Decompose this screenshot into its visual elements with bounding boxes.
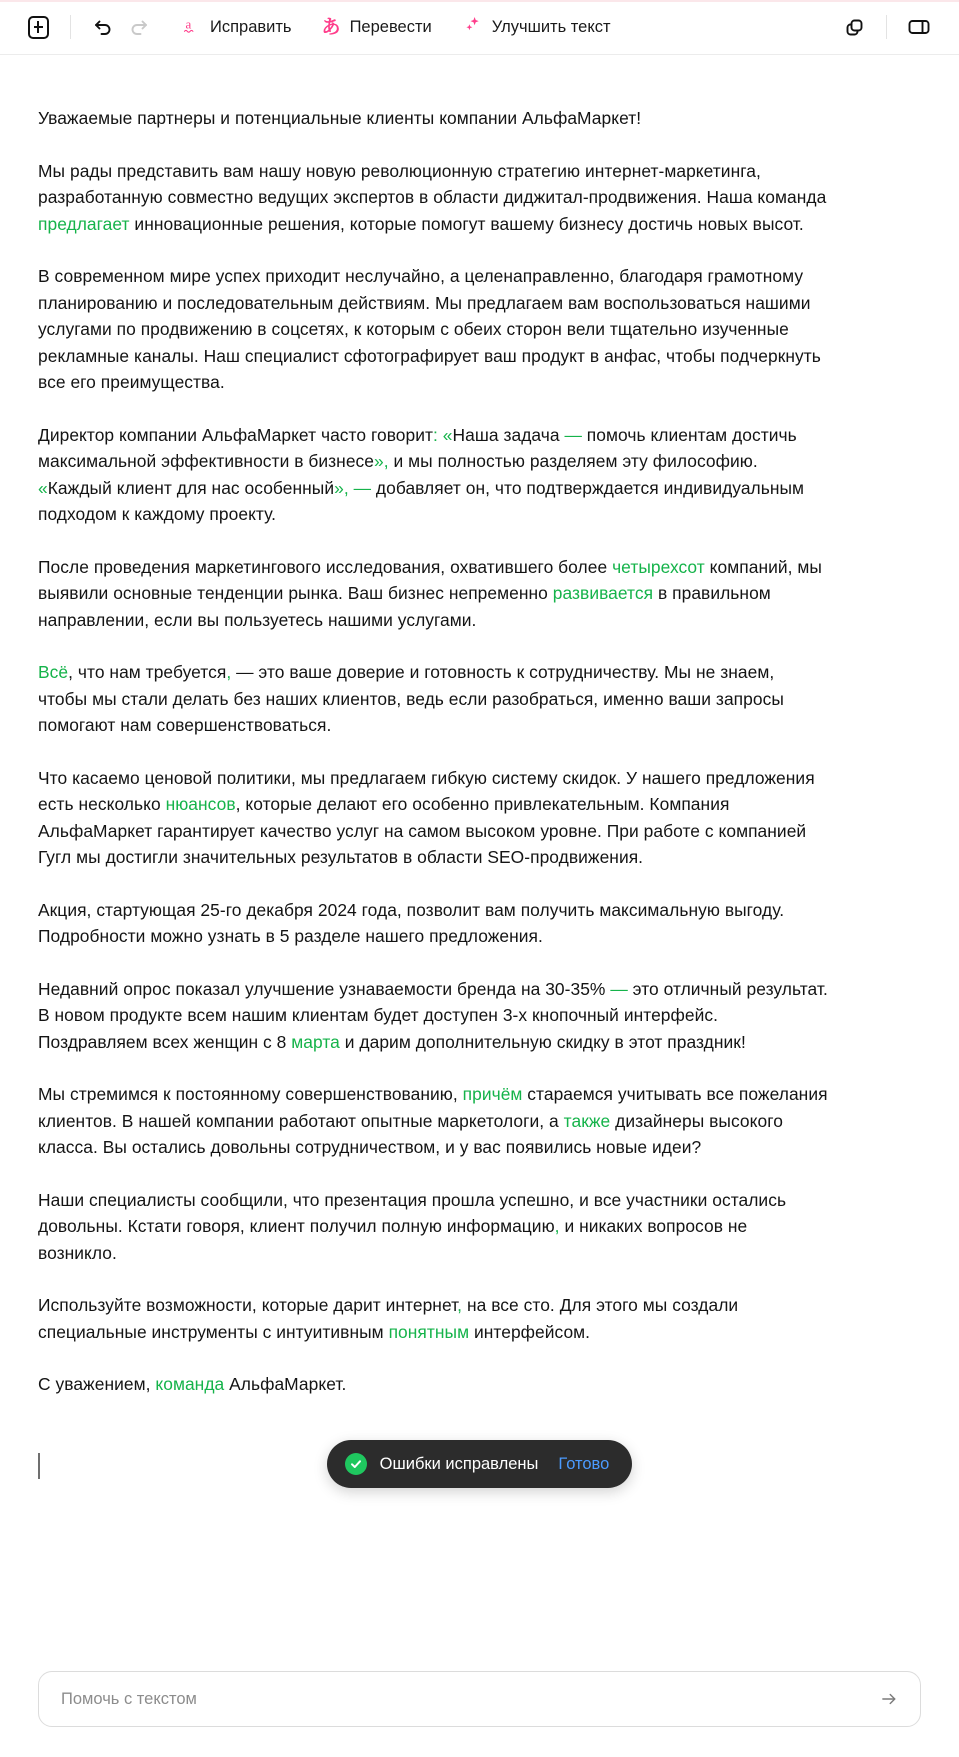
suggestion-run[interactable]: четырехсот: [612, 556, 705, 577]
send-button[interactable]: [874, 1684, 904, 1714]
document-paragraph[interactable]: [38, 1081, 828, 1161]
suggestion-run[interactable]: также: [563, 1110, 611, 1131]
text-run: Мы стремимся к постоянному совершенствованию,: [38, 1084, 463, 1104]
correct-text-label: Исправить: [210, 17, 292, 36]
text-run: Акция, стартующая 25-го декабря 2024 года, позволит вам получить максимальную выгоду. Подробности можно узнать в 5 разделе нашего предложения.: [38, 899, 785, 946]
editor-toolbar: [0, 0, 959, 55]
suggestion-run[interactable]: —: [610, 978, 628, 999]
plus-box-icon: [28, 16, 49, 39]
text-run: это отличный результат. В новом продукте всем нашим клиентам будет доступен 3-х кнопочный интерфейс. Поздравляем всех женщин с 8: [38, 978, 828, 1052]
toggle-side-panel-button[interactable]: [901, 9, 937, 45]
text-run: компаний, мы выявили основные тенденции рынка. Ваш бизнес непременно: [38, 556, 822, 603]
text-run: помочь клиентам достичь максимальной эффективности в бизнесе: [38, 424, 797, 471]
document-paragraph[interactable]: [38, 105, 828, 132]
text-run: С уважением,: [38, 1374, 156, 1394]
document-paragraph[interactable]: [38, 422, 828, 528]
copy-icon: [842, 15, 867, 40]
suggestion-run[interactable]: марта: [291, 1031, 340, 1052]
text-run: добавляет он, что подтверждается индивидуальным подходом к каждому проекту.: [38, 477, 805, 524]
text-run: В современном мире успех приходит неслучайно, а целенаправленно, благодаря грамотному планированию и последовательным действиям. Мы предлагаем вам воспользоваться нашими услугами по продвижению в соцсетях, к которым с обеих сторон вели тщательно изученные рекламные каналы. Наш специалист сфотографирует ваш продукт в анфас, чтобы подчеркнуть все его преимущества.: [38, 266, 821, 392]
suggestion-run[interactable]: команда: [155, 1374, 225, 1394]
text-run: и никаких вопросов не возникло.: [38, 1216, 748, 1263]
top-hairline: [0, 0, 959, 2]
composer-area: [0, 1655, 959, 1757]
document-paragraph[interactable]: [38, 765, 828, 871]
document-paragraph[interactable]: [38, 158, 828, 238]
help-with-text-input[interactable]: [59, 1689, 874, 1710]
suggestion-run[interactable]: »,: [374, 451, 394, 471]
spellcheck-a-icon: [181, 15, 201, 38]
redo-icon: [127, 15, 151, 39]
suggestion-run[interactable]: предлагает: [38, 213, 130, 234]
text-run: После проведения маркетингового исследования, охватившего более: [38, 556, 613, 577]
copy-button[interactable]: [836, 9, 872, 45]
undo-button[interactable]: [85, 9, 121, 45]
text-run: и дарим дополнительную скидку в этот праздник!: [339, 1031, 746, 1052]
text-run: — это ваше доверие и готовность к сотрудничеству. Мы не знаем, чтобы мы стали делать без наших клиентов, ведь если разобраться, именно ваши запросы помогают нам совершенствоваться.: [38, 662, 784, 735]
suggestion-run[interactable]: : «: [433, 424, 453, 445]
suggestion-run[interactable]: —: [564, 424, 582, 445]
text-run: Каждый клиент для нас особенный: [47, 477, 335, 498]
improve-text-button[interactable]: [456, 9, 617, 45]
text-run: стараемся учитывать все пожелания клиентов. В нашей компании работают опытные маркетологи, а: [38, 1084, 828, 1131]
text-run: дизайнеры высокого класса. Вы остались довольны сотрудничеством, и у вас появились новые идеи?: [38, 1110, 783, 1157]
text-run: в правильном направлении, если вы пользуетесь нашими услугами.: [38, 583, 771, 630]
toolbar-divider-2: [886, 15, 887, 39]
text-run: АльфаМаркет.: [224, 1374, 347, 1394]
suggestion-run[interactable]: развивается: [552, 583, 654, 603]
toast-container: [0, 1440, 959, 1488]
document-paragraph[interactable]: [38, 1371, 828, 1398]
text-run: Что касаемо ценовой политики, мы предлагаем гибкую систему скидок. У нашего предложения есть несколько: [38, 767, 815, 814]
correct-text-button[interactable]: [175, 9, 298, 45]
toast-message: Ошибки исправлены: [379, 1454, 539, 1473]
text-run: Используйте возможности, которые дарит интернет: [38, 1295, 458, 1315]
suggestion-run[interactable]: Всё: [38, 662, 69, 682]
suggestion-run[interactable]: причём: [462, 1084, 523, 1104]
suggestion-run[interactable]: понятным: [388, 1321, 470, 1342]
text-run: , что нам требуется: [68, 662, 227, 682]
document-paragraph[interactable]: [38, 897, 828, 950]
improve-text-label: Улучшить текст: [491, 17, 611, 36]
document-paragraph[interactable]: [38, 1187, 828, 1267]
text-run: интерфейсом.: [469, 1321, 591, 1342]
translate-hiragana-icon: あ: [321, 16, 341, 38]
toolbar-divider: [70, 15, 71, 39]
text-run: Недавний опрос показал улучшение узнаваемости бренда на 30-35%: [38, 978, 611, 999]
text-run: инновационные решения, которые помогут вашему бизнесу достичь новых высот.: [129, 213, 804, 234]
svg-text:a: a: [185, 16, 192, 31]
text-run: Директор компании АльфаМаркет часто говорит: [38, 424, 434, 445]
document-body[interactable]: [0, 55, 959, 1398]
side-panel-icon: [906, 14, 932, 40]
text-run: , которые делают его особенно привлекательным. Компания АльфаМаркет гарантирует качество услуг на самом высоком уровне. При работе с компанией Гугл мы достигли значительных результатов в области SEO-продвижения.: [38, 794, 807, 867]
errors-fixed-toast: [327, 1440, 633, 1488]
redo-button[interactable]: [121, 9, 157, 45]
sparkles-icon: [462, 14, 483, 40]
new-document-button[interactable]: [20, 9, 56, 45]
document-paragraph[interactable]: [38, 659, 828, 739]
document-paragraph[interactable]: [38, 1292, 828, 1345]
arrow-right-icon: [880, 1688, 898, 1710]
suggestion-run[interactable]: », —: [334, 477, 372, 498]
undo-icon: [91, 15, 115, 39]
text-run: Наши специалисты сообщили, что презентация прошла успешно, и все участники остались довольны. Кстати говоря, клиент получил полную информацию: [38, 1189, 787, 1236]
suggestion-run[interactable]: ,: [457, 1295, 463, 1315]
text-run: Уважаемые партнеры и потенциальные клиенты компании АльфаМаркет!: [38, 108, 642, 128]
toast-done-button[interactable]: Готово: [558, 1454, 610, 1473]
text-caret: [38, 1453, 40, 1479]
text-run: и мы полностью разделяем эту философию.: [393, 451, 758, 471]
translate-label: Перевести: [349, 17, 432, 36]
check-circle-icon: [345, 1453, 367, 1475]
composer-box[interactable]: [38, 1671, 921, 1727]
document-paragraph[interactable]: [38, 263, 828, 396]
suggestion-run[interactable]: ,: [554, 1216, 560, 1236]
text-run: на все сто. Для этого мы создали специальные инструменты с интуитивным: [38, 1295, 739, 1342]
suggestion-run[interactable]: ,: [226, 662, 232, 682]
document-paragraph[interactable]: [38, 554, 828, 634]
text-run: Мы рады представить вам нашу новую революционную стратегию интернет-маркетинга, разработанную совместно ведущих экспертов в области диджитал-продвижения. Наша команда: [38, 160, 827, 207]
suggestion-run[interactable]: «: [38, 477, 48, 498]
text-run: Наша задача: [452, 424, 565, 445]
document-scroll-area[interactable]: [0, 55, 959, 1655]
document-paragraph[interactable]: [38, 976, 828, 1056]
suggestion-run[interactable]: нюансов: [165, 794, 236, 814]
translate-button[interactable]: [316, 9, 438, 45]
